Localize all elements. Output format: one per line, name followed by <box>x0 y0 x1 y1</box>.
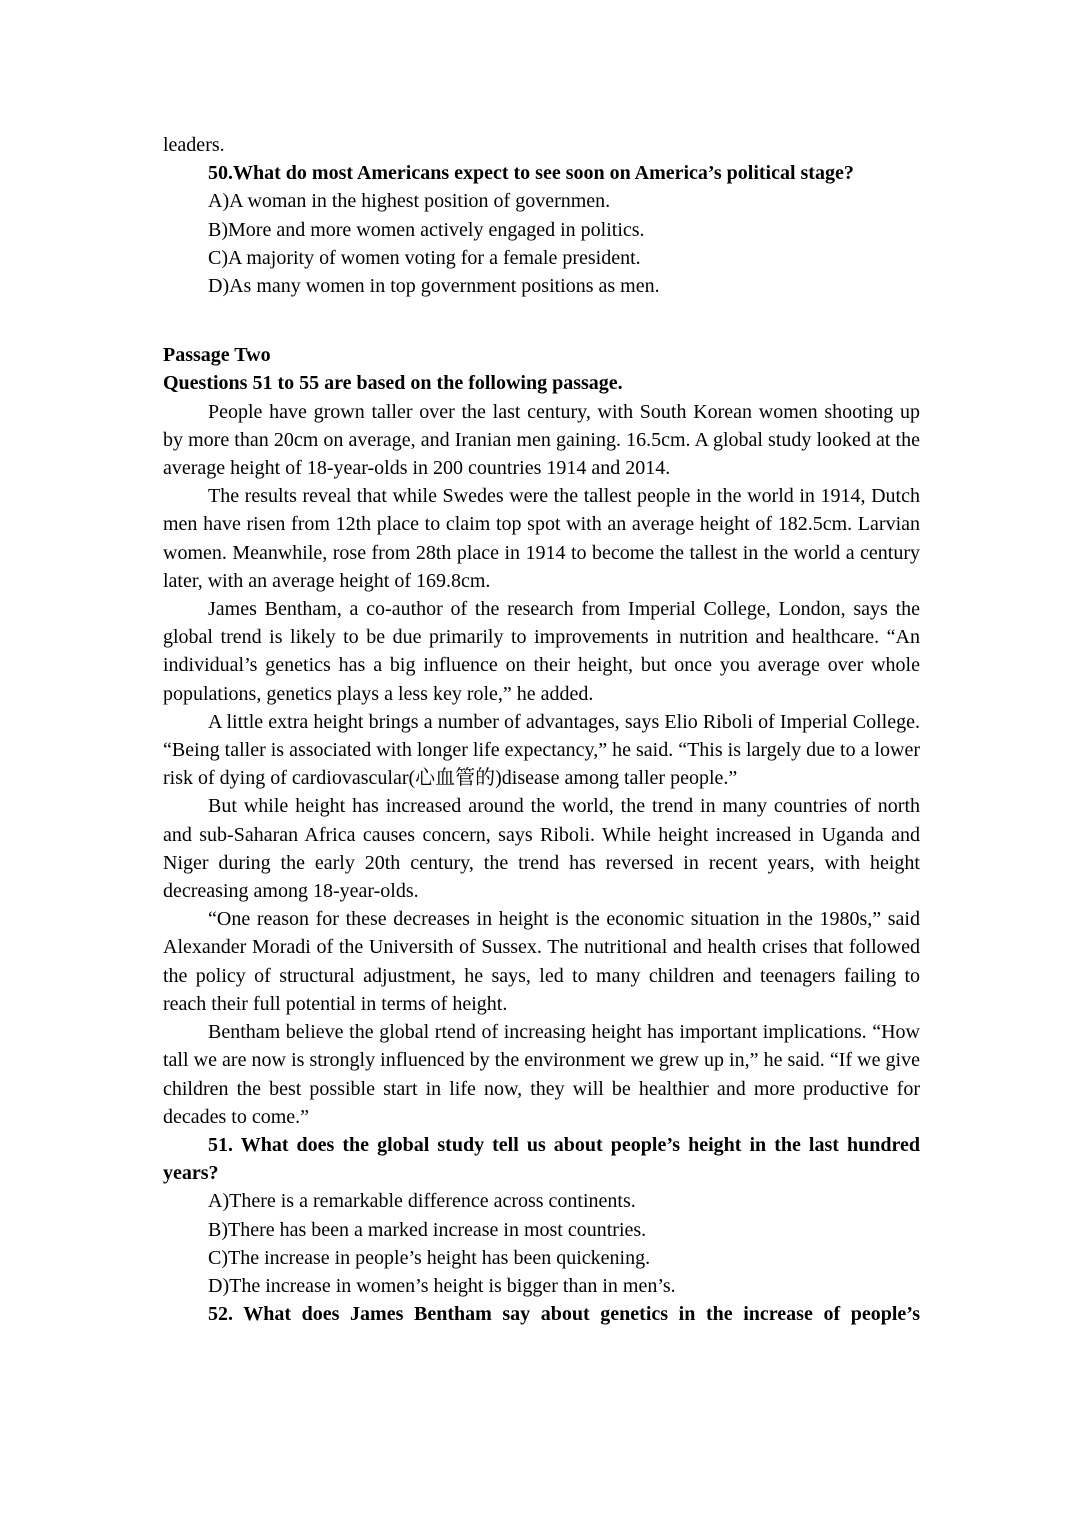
passage-paragraph-1: People have grown taller over the last century, with South Korean women shooting up by more than 20cm on average, and Iranian men gaining. 16.5cm. A global study looked at the average height of 18-year-olds in 200 countries 1914 and 2014. <box>163 400 920 480</box>
question-51-option-c: C)The increase in people’s height has been quickening. <box>208 1246 651 1269</box>
passage-paragraph-2: The results reveal that while Swedes were the tallest people in the world in 1914, Dutch men have risen from 12th place to claim top spot with an average height of 182.5cm. Larvian women. Meanwhile, rose from 28th place in 1914 to become the tallest in the world a century later, with an average height of 169.8cm. <box>163 485 920 592</box>
question-50-option-b: B)More and more women actively engaged in politics. <box>208 218 645 241</box>
passage-paragraph-7: Bentham believe the global rtend of increasing height has important implications. “How tall we are now is strongly influenced by the environment we grew up in,” he said. “If we give children the best possible start in life now, they will be healthier and more productive for decades to come.” <box>163 1021 920 1128</box>
question-52-stem: 52. What does James Bentham say about genetics in the increase of people’s <box>208 1303 920 1326</box>
passage-title: Passage Two <box>163 344 271 367</box>
question-50-option-a: A)A woman in the highest position of governmen. <box>208 190 611 213</box>
question-50-option-c: C)A majority of women voting for a female president. <box>208 246 641 269</box>
passage-paragraph-6: “One reason for these decreases in height is the economic situation in the 1980s,” said Alexander Moradi of the Universith of Sussex. The nutritional and health crises that followed the policy of structural adjustment, he says, led to many children and teenagers failing to reach their full potential in terms of height. <box>163 908 920 1015</box>
question-51-option-d: D)The increase in women’s height is bigger than in men’s. <box>208 1274 676 1297</box>
passage-paragraph-4: A little extra height brings a number of advantages, says Elio Riboli of Imperial College. “Being taller is associated with longer life expectancy,” he said. “This is largely due to a lower risk of dying of cardiovascular(心血管的)disease among taller people.” <box>163 710 920 790</box>
passage-paragraph-5: But while height has increased around the world, the trend in many countries of north and sub-Saharan Africa causes concern, says Riboli. While height increased in Uganda and Niger during the early 20th century, the trend has reversed in recent years, with height decreasing among 18-year-olds. <box>163 795 920 903</box>
question-50-stem: 50.What do most Americans expect to see soon on America’s political stage? <box>208 162 854 185</box>
question-51-stem: 51. What does the global study tell us about people’s height in the last hundred years? <box>163 1133 920 1185</box>
passage-paragraph-3: James Bentham, a co-author of the research from Imperial College, London, says the global trend is likely to be due primarily to improvements in nutrition and healthcare. “An individual’s genetics has a big influence on their height, but once you average over whole populations, genetics plays a less key role,” he added. <box>163 598 920 705</box>
question-51-option-b: B)There has been a marked increase in most countries. <box>208 1218 647 1241</box>
passage-instruction: Questions 51 to 55 are based on the following passage. <box>163 372 623 395</box>
continuation-fragment: leaders. <box>163 134 225 156</box>
question-50-option-d: D)As many women in top government positions as men. <box>208 275 660 298</box>
question-51-option-a: A)There is a remarkable difference across continents. <box>208 1190 636 1213</box>
